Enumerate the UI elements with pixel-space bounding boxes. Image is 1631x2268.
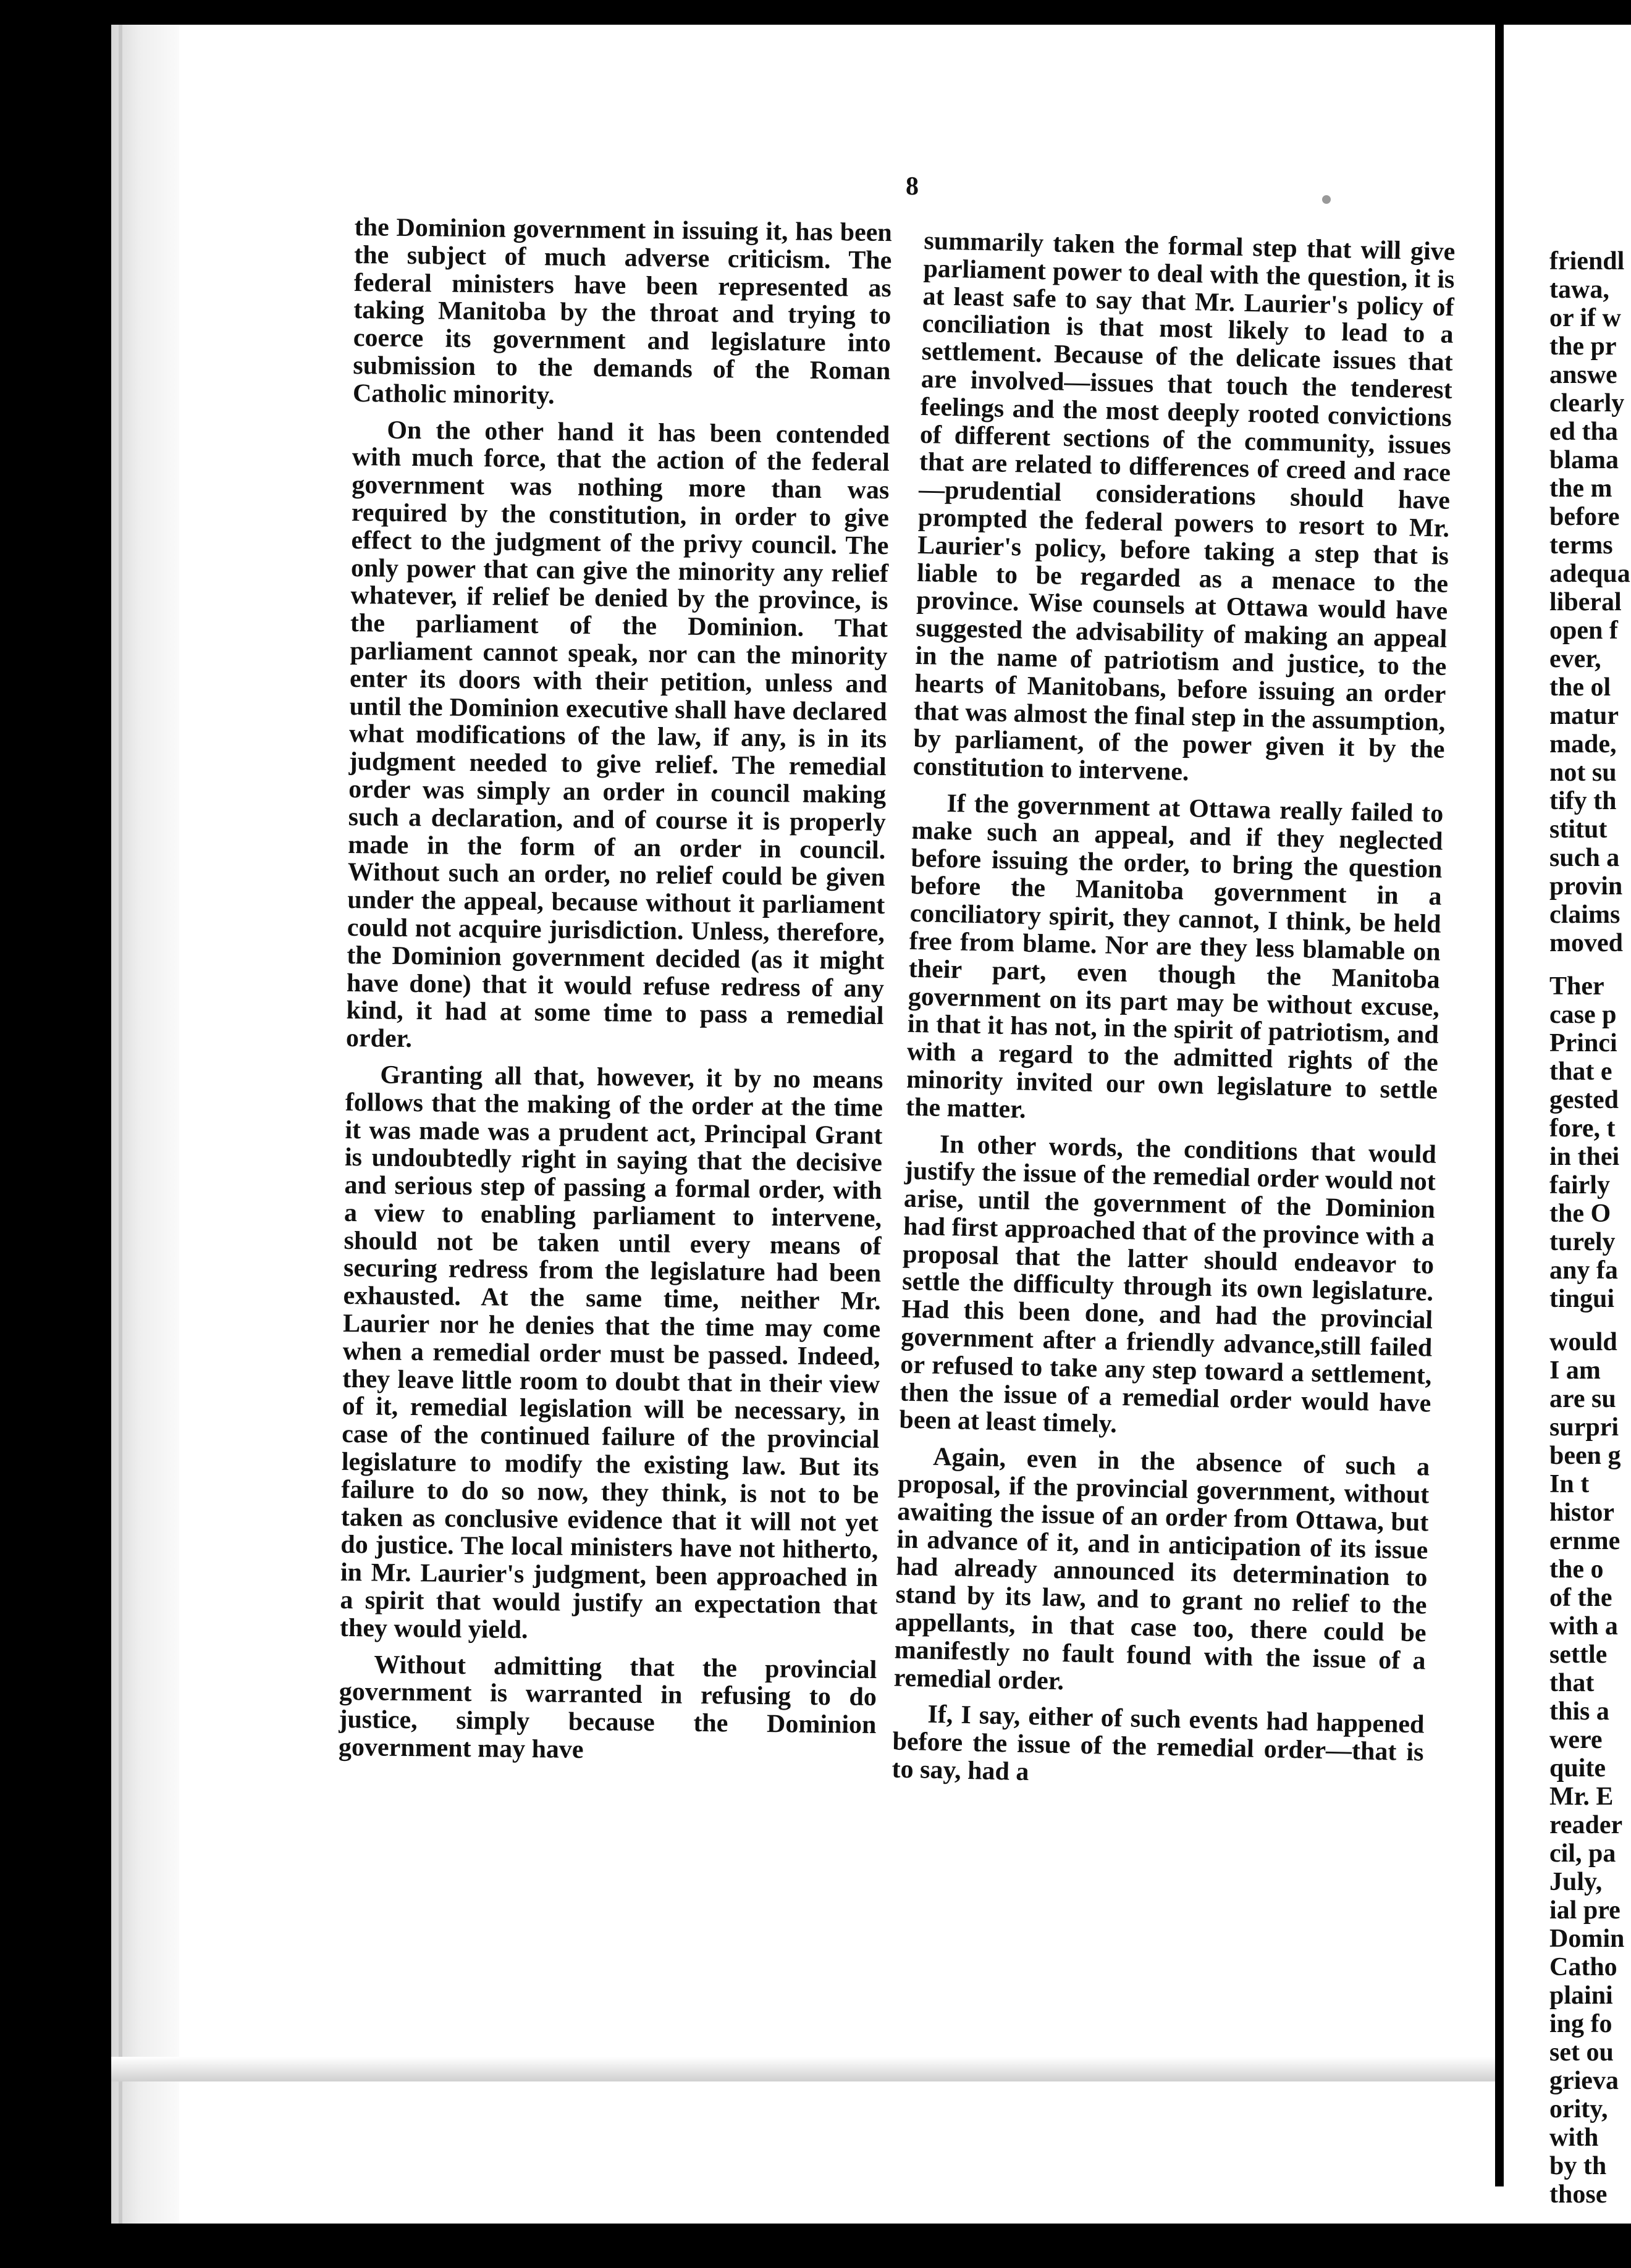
fragment-line: moved [1549, 929, 1623, 957]
fragment-line: stitut [1549, 815, 1608, 844]
facing-page-edge [1495, 25, 1504, 2186]
fragment-line: provin [1549, 872, 1623, 901]
fragment-line: those [1549, 2180, 1608, 2209]
fragment-line: liberal [1549, 588, 1622, 616]
fragment-line: with [1549, 2123, 1599, 2152]
fragment-line: before [1549, 503, 1620, 531]
paragraph: the Dominion government in issuing it, has been the subject of much adverse criticism. The federal ministers have been represented as taking Manitoba by the throat and trying to coerce its government and legislature into submission to the demands of the Roman Catholic minority. [352, 213, 892, 410]
fragment-line: terms [1549, 531, 1613, 560]
fragment-line: tingui [1549, 1285, 1615, 1313]
fragment-line: set ou [1549, 2038, 1614, 2067]
fragment-line: the pr [1549, 332, 1617, 361]
fragment-line: any fa [1549, 1256, 1618, 1285]
fragment-line: surpri [1549, 1413, 1619, 1442]
paragraph: summarily taken the formal step that will give parliament power to deal with the question, it is at least safe to say that Mr. Laurier's policy of conciliation is that most likely to lead to a settlement. Because of the delicate issues that are involved—issues that touch the tenderest feelings and the most deeply rooted convictions of different sections of the community, issues that are related to differences of creed and race—prudential considerations should have prompted the federal powers to resort to Mr. Laurier's policy, before taking a step that is liable to be regarded as a menace to the province. Wise counsels at Ottawa would have suggested the advisability of making an appeal in the name of patriotism and justice, to the hearts of Manitobans, before issuing an order that was almost the final step in the assumption, by parliament, of the power given it by the constitution to intervene. [912, 227, 1456, 787]
fragment-line: answe [1549, 361, 1617, 389]
fragment-line: are su [1549, 1385, 1616, 1413]
fragment-line: been g [1549, 1442, 1621, 1470]
fragment-line: gested [1549, 1086, 1619, 1114]
fragment-line: not su [1549, 758, 1617, 787]
fragment-line: adequa [1549, 560, 1630, 588]
fragment-line: the ol [1549, 673, 1611, 702]
fragment-line: ever, [1549, 645, 1601, 673]
fragment-line: claims [1549, 901, 1620, 929]
fragment-line: friendl [1549, 247, 1625, 275]
paragraph: If the government at Ottawa really failed to make such an appeal, and if they neglected before issuing the order, to bring the question before the Manitoba government in a conciliatory spirit, they cannot, I think, be held free from blame. Nor are they less blamable on their part, even though the Manitoba government on its part may be without excuse, in that it has not, in the spirit of patriotism, and with a regard to the admitted rights of the minority invited our own legislature to settle the matter. [905, 789, 1444, 1124]
fragment-line: blama [1549, 446, 1619, 474]
paragraph: On the other hand it has been contended with much force, that the action of the federal government was nothing more than was required by the constitution, in order to give effect to the judgment of the privy council. The only power that can give the minority any relief whatever, if relief be denied by the province, is the parliament of the Dominion. That parliament cannot speak, nor can the minority enter its doors with their petition, unless and until the Dominion executive shall have declared what modifications of the law, if any, is in its judgment needed to give relief. The remedial order was simply an order in council making such a declaration, and of course it is properly made in the form of an order in council. Without such an order, no relief could be given under the appeal, because without it parliament could not acquire jurisdiction. Unless, therefore, the Dominion government decided (as it might have done) that it would refuse redress of any kind, it had at some time to pass a remedial order. [345, 416, 890, 1054]
fragment-line: by th [1549, 2152, 1607, 2180]
fragment-line: open f [1549, 616, 1618, 645]
fragment-line: Catho [1549, 1953, 1617, 1981]
fragment-line: matur [1549, 702, 1619, 730]
fragment-line: case p [1549, 1001, 1617, 1029]
fragment-line: grieva [1549, 2067, 1619, 2095]
paragraph: Without admitting that the provincial government is warranted in refusing to do justice, simply because the Dominion government may have [338, 1650, 877, 1765]
fragment-line: that [1549, 1669, 1595, 1697]
fragment-line: cil, pa [1549, 1839, 1616, 1868]
fragment-line: tawa, [1549, 275, 1609, 304]
fragment-line: the m [1549, 474, 1612, 503]
fragment-line: turely [1549, 1228, 1616, 1256]
fragment-line: In t [1549, 1470, 1590, 1498]
fragment-line: fairly [1549, 1171, 1610, 1199]
fragment-line: quite [1549, 1754, 1606, 1783]
fragment-line: Domin [1549, 1925, 1625, 1953]
bottom-page-fold [111, 2057, 1495, 2081]
fragment-line: Ther [1549, 972, 1604, 1001]
fragment-line: tify th [1549, 787, 1617, 815]
fragment-line: were [1549, 1726, 1603, 1754]
fragment-line: in thei [1549, 1143, 1620, 1171]
middle-text-column [891, 227, 1456, 1803]
fragment-line: Princi [1549, 1029, 1617, 1057]
fragment-line: that e [1549, 1057, 1612, 1086]
fragment-line: fore, t [1549, 1114, 1616, 1143]
fragment-line: July, [1549, 1868, 1603, 1896]
fragment-line: made, [1549, 730, 1617, 758]
fragment-line: clearly [1549, 389, 1625, 418]
fragment-line: reader [1549, 1811, 1623, 1839]
fragment-line: settle [1549, 1640, 1608, 1669]
fragment-line: I am [1549, 1356, 1601, 1385]
paragraph: If, I say, either of such events had happened before the issue of the remedial order—that is to say, had a [891, 1700, 1425, 1787]
page-edge-line [119, 25, 122, 2224]
paragraph: In other words, the conditions that would justify the issue of the remedial order would not arise, until the government of the Dominion had first approached that of the province with a proposal that the latter should endeavor to settle the difficulty through its own legislature. Had this been done, and had the provincial government after a friendly advance,still failed or refused to take any step toward a settlement, then the issue of a remedial order would have been at least timely. [899, 1130, 1437, 1439]
fragment-line: histor [1549, 1498, 1614, 1527]
fragment-line: or if w [1549, 304, 1621, 332]
fragment-line: ority, [1549, 2095, 1608, 2123]
fragment-line: of the [1549, 1584, 1612, 1612]
fragment-line: ernme [1549, 1527, 1620, 1555]
facing-page [1504, 25, 1631, 2224]
left-text-column [339, 214, 892, 1776]
fragment-line: this a [1549, 1697, 1609, 1726]
fragment-line: would [1549, 1328, 1617, 1356]
fragment-line: the O [1549, 1199, 1611, 1228]
fragment-line: the o [1549, 1555, 1604, 1584]
page-number: 8 [906, 172, 919, 201]
fragment-line: ing fo [1549, 2010, 1612, 2038]
fragment-line: with a [1549, 1612, 1618, 1640]
fragment-line: Mr. E [1549, 1783, 1614, 1811]
paragraph: Again, even in the absence of such a proposal, if the provincial government, without awaiting the issue of an order from Ottawa, but in advance of it, and in anticipation of its issue had already announced its determination to stand by its law, and to grant no relief to the appellants, in that case too, there could be manifestly no fault found with the issue of a remedial order. [893, 1443, 1430, 1695]
fragment-line: ial pre [1549, 1896, 1620, 1925]
fragment-line: such a [1549, 844, 1620, 872]
right-text-fragments [1549, 247, 1631, 2209]
paragraph: Granting all that, however, it by no means follows that the making of the order at the time it was made was a prudent act, Principal Grant is undoubtedly right in saying that the decisive and serious step of passing a formal order, with a view to enabling parliament to intervene, should not be taken until every means of securing redress from the legislature had been exhausted. At the same time, neither Mr. Laurier nor he denies that the time may come when a remedial order must be passed. Indeed, they leave little room to doubt that in their view of it, remedial legislation will be necessary, in case of the continued failure of the provincial legislature to modify the existing law. But its failure to do so now, they think, is not to be taken as conclusive evidence that it will not yet do justice. The local ministers have not hitherto, in Mr. Laurier's judgment, been approached in a spirit that would justify an expectation that they would yield. [339, 1060, 883, 1644]
fragment-line: plaini [1549, 1981, 1613, 2010]
fragment-line: ed tha [1549, 418, 1618, 446]
ink-dot [1322, 195, 1331, 204]
